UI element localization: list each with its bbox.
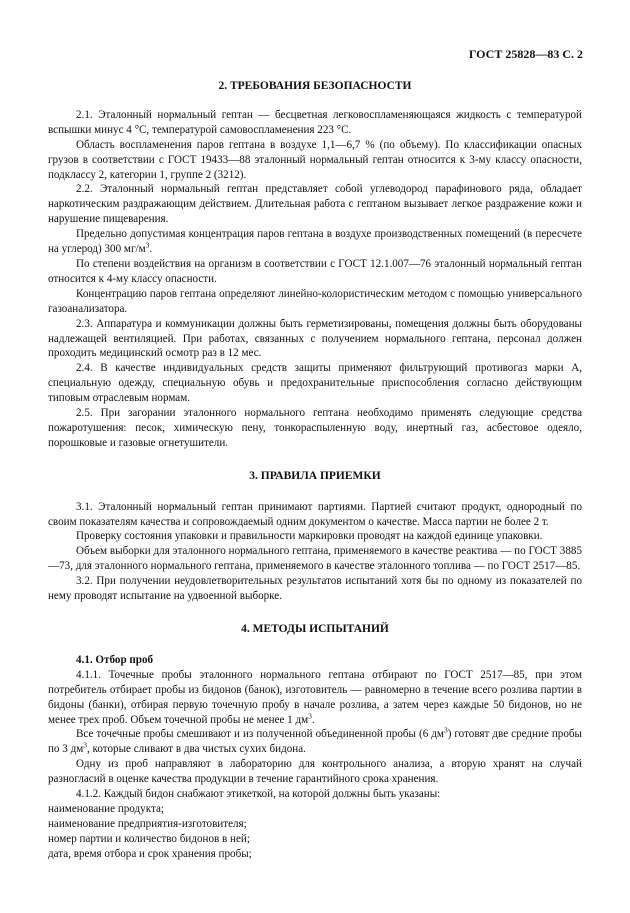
page-header: ГОСТ 25828—83 С. 2: [468, 47, 583, 61]
paragraph: 2.1. Эталонный нормальный гептан — бесцветная легковоспламеняющаяся жидкость с температурой вспышки минус 4 °С, температурой самовоспламенения 223 °С.: [48, 108, 582, 136]
superscript: 3: [83, 740, 87, 750]
superscript: 3: [443, 725, 448, 735]
section-acceptance: [48, 469, 582, 604]
paragraph: 2.5. При загорании эталонного нормального гептана необходимо применять следующие средства пожаротушения: песок, химическую пену, тонкораспыленную воду, инертный газ, асбестовое одеяло, порошковые и газовые огнетушители.: [48, 407, 582, 449]
text: .: [149, 243, 153, 256]
paragraph: 2.2. Эталонный нормальный гептан представляет собой углеводород парафинового ряда, обладает наркотическим раздражающим действием. Длительная работа с гептаном вызывает легкое раздражение кожи и нарушение пищеварения.: [48, 183, 582, 226]
section-title: 2. ТРЕБОВАНИЯ БЕЗОПАСНОСТИ: [218, 80, 412, 92]
section-safety: [48, 79, 582, 451]
list-item: номер партии и количество бидонов в ней;: [48, 832, 250, 845]
text: Предельно допустимая концентрация паров гептана в воздухе производственных помещений (в пересчете на углерод) 300 мг/м: [48, 228, 582, 256]
paragraph: 3.2. При получении неудовлетворительных результатов испытаний хотя бы по одному из показателей по нему проводят испытание на удвоенной выборке.: [48, 575, 582, 603]
document-body: [48, 79, 582, 862]
paragraph: 4.1.2. Каждый бидон снабжают этикеткой, на которой должны быть указаны:: [76, 788, 441, 801]
superscript: 3: [145, 240, 150, 250]
text: ) готовят две средние пробы по 3 дм: [48, 728, 582, 756]
list-item: дата, время отбора и срок хранения пробы;: [48, 847, 252, 860]
paragraph: Одну из проб направляют в лабораторию для контрольного анализа, а вторую хранят на случай разногласий в оценке качества продукции в течение гарантийного срока хранения.: [48, 758, 582, 786]
text: , которые сливают в два чистых сухих бидона.: [87, 743, 306, 756]
superscript: 3: [308, 710, 312, 720]
paragraph: Проверку состояния упаковки и правильности маркировки проводят на каждой единице упаковки.: [76, 530, 543, 543]
section-title: 3. ПРАВИЛА ПРИЕМКИ: [249, 469, 381, 482]
subsection-title: 4.1. Отбор проб: [76, 653, 154, 666]
paragraph: 3.1. Эталонный нормальный гептан принимают партиями. Партией считают продукт, однородный по своим показателям качества и сопровождаемый одним документом о качестве. Масса партии не более 2 т.: [48, 500, 582, 528]
text: 4.1.1. Точечные пробы эталонного нормального гептана отбирают по ГОСТ 2517—85, при этом потребитель отбирает пробы из бидонов (банок), изготовитель — равномерно в течение всего розлива партии в бидоны (банки), отбирая первую точечную пробу в начале розлива, а затем через каждые 50 бидонов, но не менее трех проб. Объем точечной пробы не менее 1 дм: [48, 668, 582, 726]
text: Все точечные пробы смешивают и из полученной объединенной пробы (6 дм: [76, 728, 444, 741]
paragraph: Область воспламенения паров гептана в воздухе 1,1—6,7 % (по объему). По классификации опасных грузов в соответствии с ГОСТ 19433—88 эталонный нормальный гептан относится к 3-му классу опасности, подклассу 2, категории 1, группе 2 (3212).: [48, 138, 582, 181]
text: .: [311, 713, 315, 726]
list-item: наименование предприятия-изготовителя;: [48, 817, 247, 830]
list-item: наименование продукта;: [48, 802, 164, 815]
paragraph: Объем выборки для эталонного нормального гептана, применяемого в качестве реактива — по ГОСТ 3885—73, для эталонного нормального гептана, применяемого в качестве эталонного топлива — по ГОСТ 2517—85.: [48, 545, 582, 573]
paragraph: По степени воздействия на организм в соответствии с ГОСТ 12.1.007—76 эталонный нормальный гептан относится к 4-му классу опасности.: [48, 257, 582, 285]
paragraph: [48, 227, 582, 257]
section-title: 4. МЕТОДЫ ИСПЫТАНИЙ: [241, 623, 389, 635]
paragraph: [48, 727, 582, 757]
paragraph: [48, 668, 582, 728]
section-test-methods: [48, 622, 582, 862]
paragraph: 2.3. Аппаратура и коммуникации должны быть герметизированы, помещения должны быть оборудованы надлежащей вентиляцией. При работах, связанных с получением нормального гептана, персонал должен проходить медицинский осмотр раз в 12 мес.: [48, 317, 582, 360]
paragraph: Концентрацию паров гептана определяют линейно-колористическим методом с помощью универсального газоанализатора.: [48, 287, 582, 315]
paragraph: 2.4. В качестве индивидуальных средств защиты применяют фильтрующий противогаз марки А, специальную одежду, специальную обувь и предохранительные приспособления согласно действующим типовым отраслевым нормам.: [48, 362, 582, 405]
